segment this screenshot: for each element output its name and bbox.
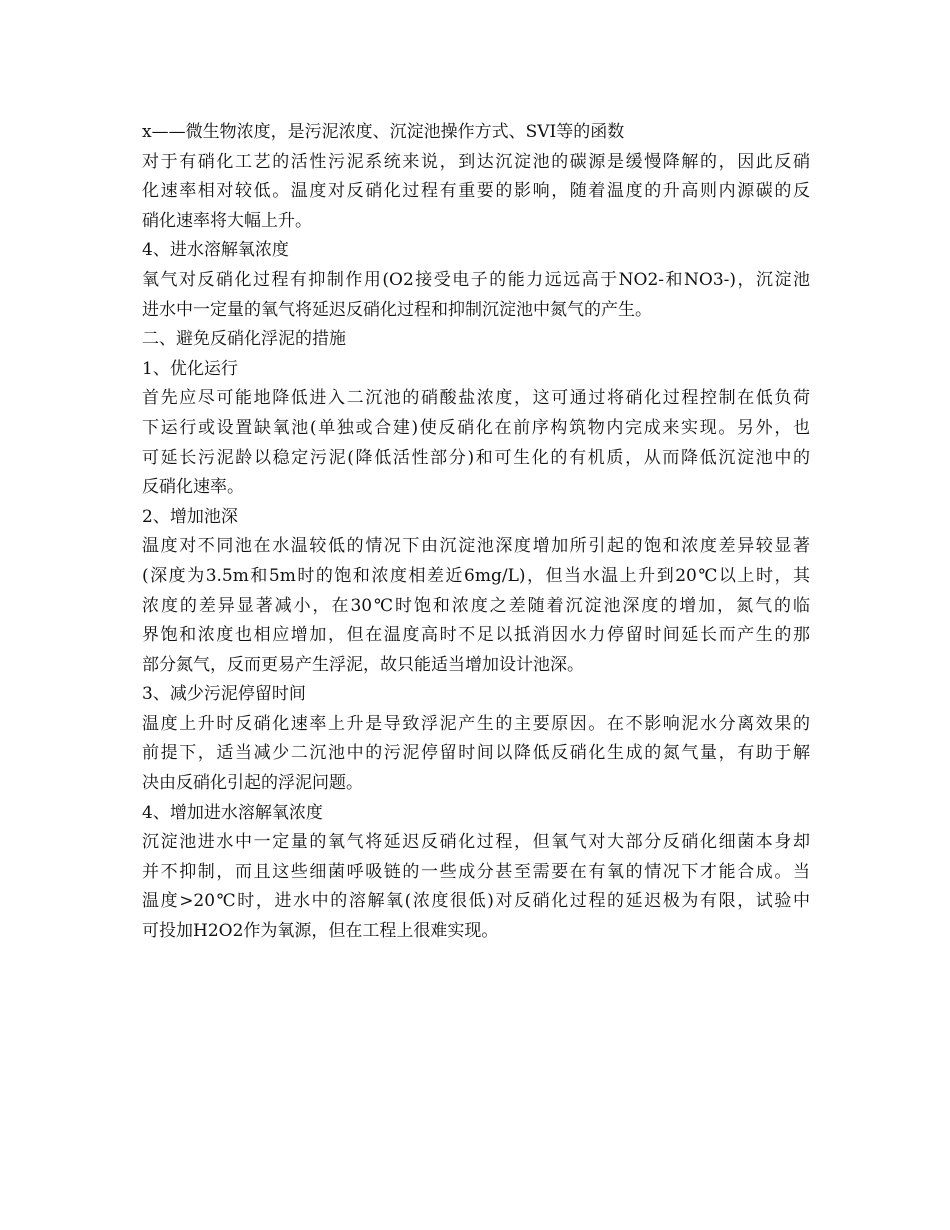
paragraph-line: 反硝化速率。	[142, 477, 244, 498]
paragraph-line: 沉淀池进水中一定量的氧气将延迟反硝化过程，但氧气对大部分反硝化细菌本身却	[142, 832, 810, 853]
paragraph-line: 对于有硝化工艺的活性污泥系统来说，到达沉淀池的碳源是缓慢降解的，因此反硝	[142, 151, 810, 172]
paragraph-line: 决由反硝化引起的浮泥问题。	[142, 773, 363, 794]
paragraph-line: (深度为3.5m和5m时的饱和浓度相差近6mg/L)，但当水温上升到20℃以上时，其	[142, 565, 810, 586]
paragraph-line: 化速率相对较低。温度对反硝化过程有重要的影响，随着温度的升高则内源碳的反	[142, 181, 810, 202]
formula-variable-definition: x——微生物浓度，是污泥浓度、沉淀池操作方式、SVI等的函数	[142, 122, 625, 142]
paragraph-line: 可延长污泥龄以稳定污泥(降低活性部分)和可生化的有机质，从而降低沉淀池中的	[142, 447, 810, 468]
paragraph-line: 硝化速率将大幅上升。	[142, 210, 312, 231]
paragraph-line: 并不抑制，而且这些细菌呼吸链的一些成分甚至需要在有氧的情况下才能合成。当	[142, 861, 810, 882]
paragraph-line: 界饱和浓度也相应增加，但在温度高时不足以抵消因水力停留时间延长而产生的那	[142, 625, 810, 646]
section-heading: 1、优化运行	[142, 358, 238, 379]
paragraph-line: 进水中一定量的氧气将延迟反硝化过程和抑制沉淀池中氮气的产生。	[142, 299, 652, 320]
section-heading: 2、增加池深	[142, 506, 238, 527]
section-heading: 二、避免反硝化浮泥的措施	[142, 329, 346, 350]
document-page	[142, 118, 810, 947]
paragraph-line: 首先应尽可能地降低进入二沉池的硝酸盐浓度，这可通过将硝化过程控制在低负荷	[142, 388, 810, 409]
paragraph-line: 浓度的差异显著减小，在30℃时饱和浓度之差随着沉淀池深度的增加，氮气的临	[142, 595, 810, 616]
paragraph-line: 下运行或设置缺氧池(单独或合建)使反硝化在前序构筑物内完成来实现。另外，也	[142, 417, 810, 438]
paragraph-line: 温度上升时反硝化速率上升是导致浮泥产生的主要原因。在不影响泥水分离效果的	[142, 713, 810, 734]
paragraph-line: 前提下，适当减少二沉池中的污泥停留时间以降低反硝化生成的氮气量，有助于解	[142, 743, 810, 764]
paragraph-line: 部分氮气，反而更易产生浮泥，故只能适当增加设计池深。	[142, 654, 584, 675]
section-heading: 4、进水溶解氧浓度	[142, 240, 289, 261]
paragraph-line: 可投加H2O2作为氧源，但在工程上很难实现。	[142, 921, 499, 942]
paragraph-line: 氧气对反硝化过程有抑制作用(O2接受电子的能力远远高于NO2-和NO3-)，沉淀池	[142, 269, 810, 290]
section-heading: 3、减少污泥停留时间	[142, 684, 306, 705]
section-heading: 4、增加进水溶解氧浓度	[142, 802, 323, 823]
paragraph-line: 温度对不同池在水温较低的情况下由沉淀池深度增加所引起的饱和浓度差异较显著	[142, 536, 810, 557]
paragraph-line: 温度>20℃时，进水中的溶解氧(浓度很低)对反硝化过程的延迟极为有限，试验中	[142, 891, 810, 912]
